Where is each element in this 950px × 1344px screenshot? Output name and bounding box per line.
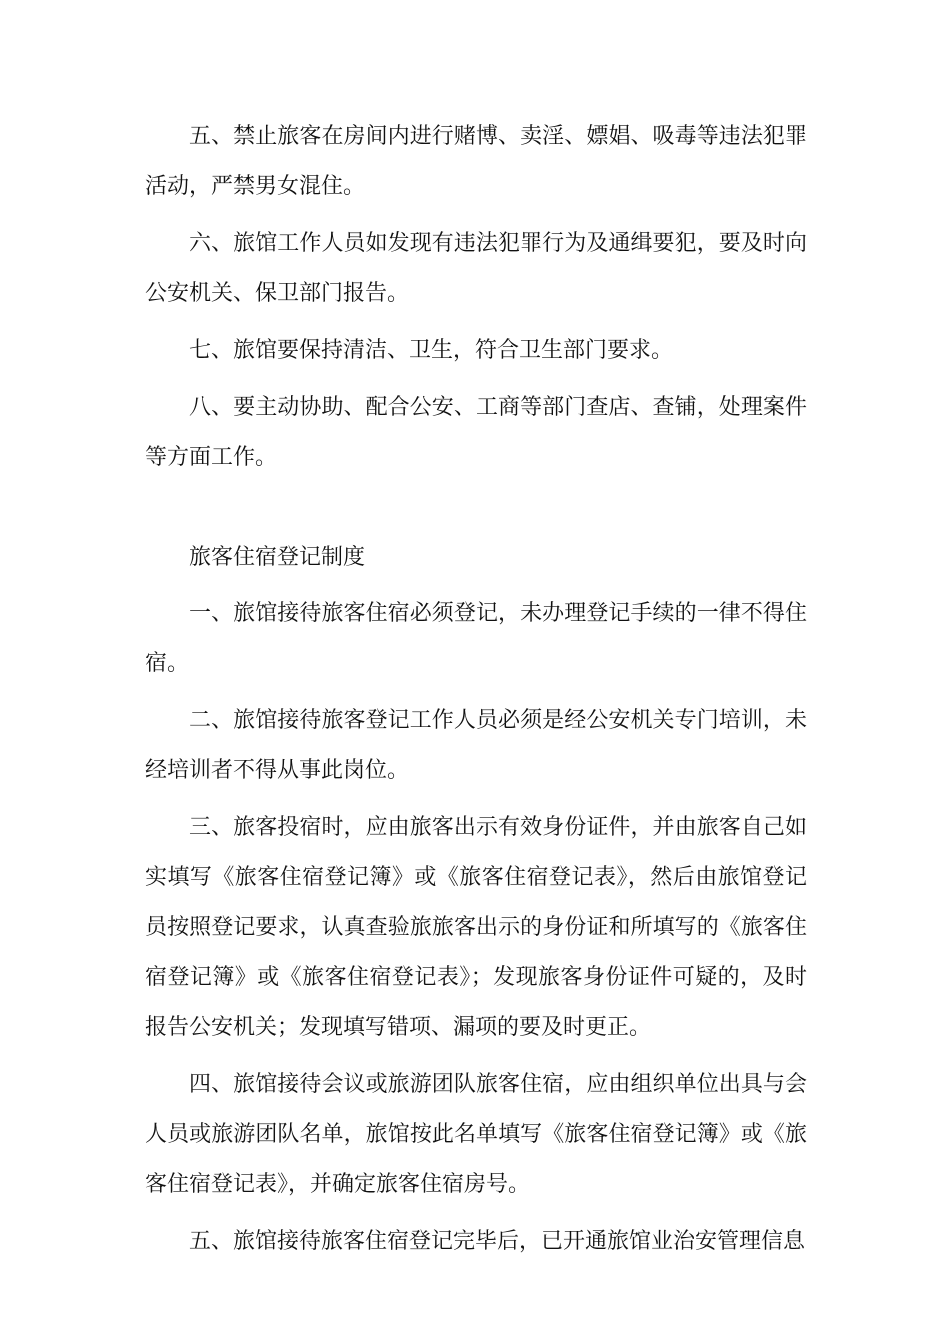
document-body (145, 112, 807, 1267)
paragraph-registration-4: 四、旅馆接待会议或旅游团队旅客住宿，应由组织单位出具与会人员或旅游团队名单，旅馆按此名单填写《旅客住宿登记簿》或《旅客住宿登记表》，并确定旅客住宿房号。 (145, 1072, 807, 1197)
paragraph-registration-3: 三、旅客投宿时，应由旅客出示有效身份证件，并由旅客自己如实填写《旅客住宿登记簿》或《旅客住宿登记表》，然后由旅馆登记员按照登记要求，认真查验旅旅客出示的身份证和所填写的《旅客住宿登记簿》或《旅客住宿登记表》；发现旅客身份证件可疑的，及时报告公安机关；发现填写错项、漏项的要及时更正。 (145, 815, 807, 1040)
paragraph-registration-5: 五、旅馆接待旅客住宿登记完毕后，已开通旅馆业治安管理信息 (189, 1229, 806, 1254)
section-spacer (145, 490, 807, 533)
paragraph-rule-5: 五、禁止旅客在房间内进行赌博、卖淫、嫖娼、吸毒等违法犯罪活动，严禁男女混住。 (145, 124, 807, 199)
paragraph-rule-8: 八、要主动协助、配合公安、工商等部门查店、查铺，处理案件等方面工作。 (145, 395, 807, 470)
paragraph-registration-1: 一、旅馆接待旅客住宿必须登记，未办理登记手续的一律不得住宿。 (145, 601, 807, 676)
paragraph-rule-6: 六、旅馆工作人员如发现有违法犯罪行为及通缉要犯，要及时向公安机关、保卫部门报告。 (145, 231, 807, 306)
paragraph-rule-7: 七、旅馆要保持清洁、卫生，符合卫生部门要求。 (189, 338, 674, 363)
section-title: 旅客住宿登记制度 (189, 545, 366, 570)
paragraph-registration-2: 二、旅馆接待旅客登记工作人员必须是经公安机关专门培训，未经培训者不得从事此岗位。 (145, 708, 807, 783)
